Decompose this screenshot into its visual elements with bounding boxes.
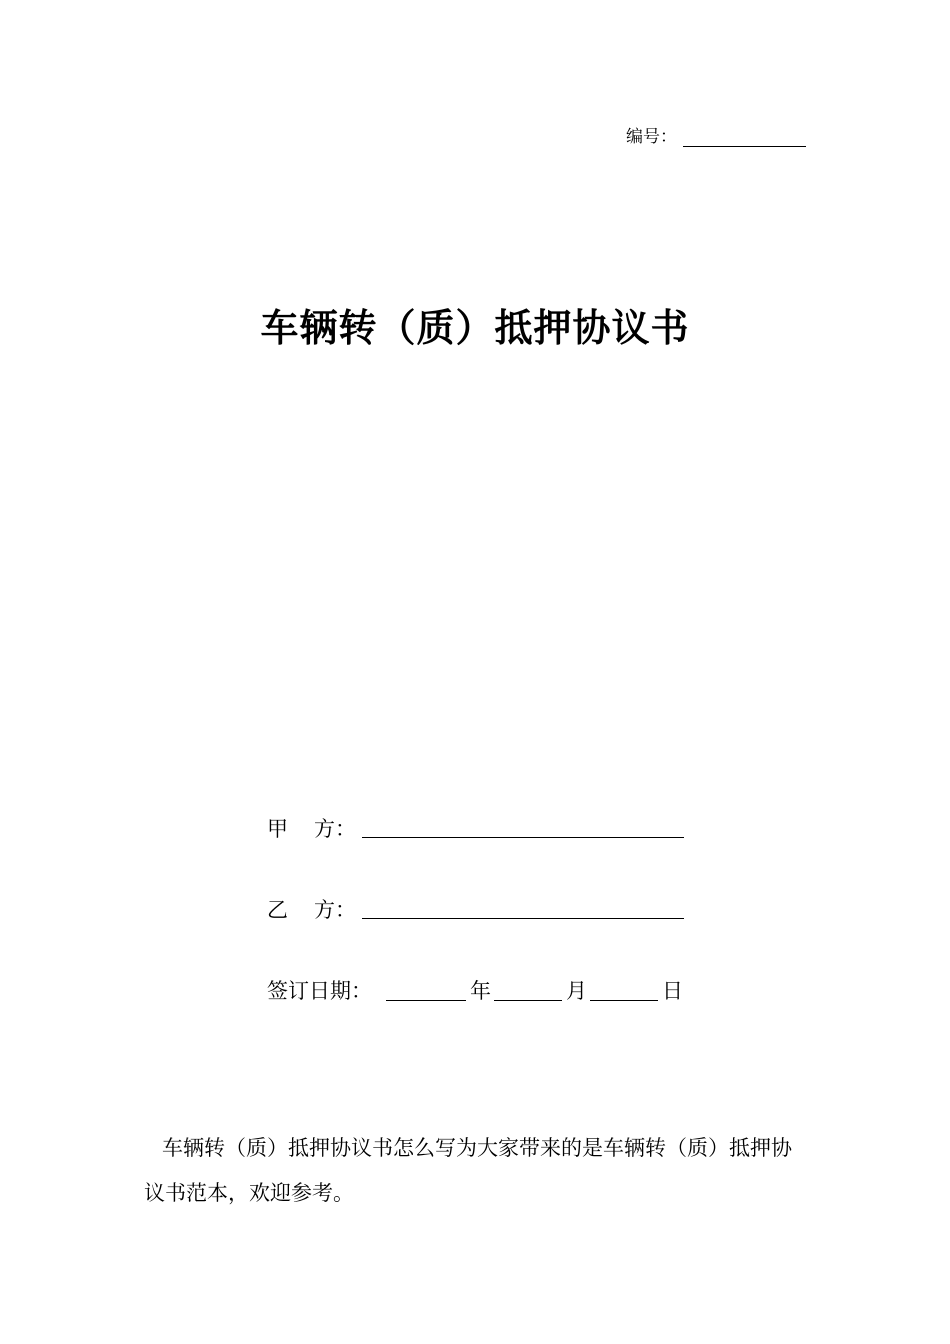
intro-text: 车辆转（质）抵押协议书怎么写为大家带来的是车辆转（质）抵押协议书范本，欢迎参考。 (144, 1136, 792, 1205)
signing-year-label: 年 (470, 979, 491, 1003)
party-b-label (267, 896, 356, 924)
signing-month-blank (494, 1000, 562, 1001)
serial-number-blank (683, 146, 806, 147)
party-a-blank (362, 837, 684, 838)
signing-day-blank (590, 1000, 658, 1001)
document-title: 车辆转（质）抵押协议书 (260, 306, 690, 350)
party-a-label (267, 815, 356, 843)
party-b-char1: 乙 (267, 898, 288, 922)
intro-paragraph (144, 1126, 808, 1216)
party-a-char2: 方： (314, 817, 356, 841)
signing-month-label: 月 (566, 979, 587, 1003)
signing-year-blank (386, 1000, 466, 1001)
signing-day-label: 日 (662, 979, 683, 1003)
signing-date-label: 签订日期： (267, 979, 372, 1003)
party-b-char2: 方： (314, 898, 356, 922)
party-b-blank (362, 918, 684, 919)
serial-number-label: 编号： (626, 127, 677, 147)
party-a-char1: 甲 (267, 817, 288, 841)
